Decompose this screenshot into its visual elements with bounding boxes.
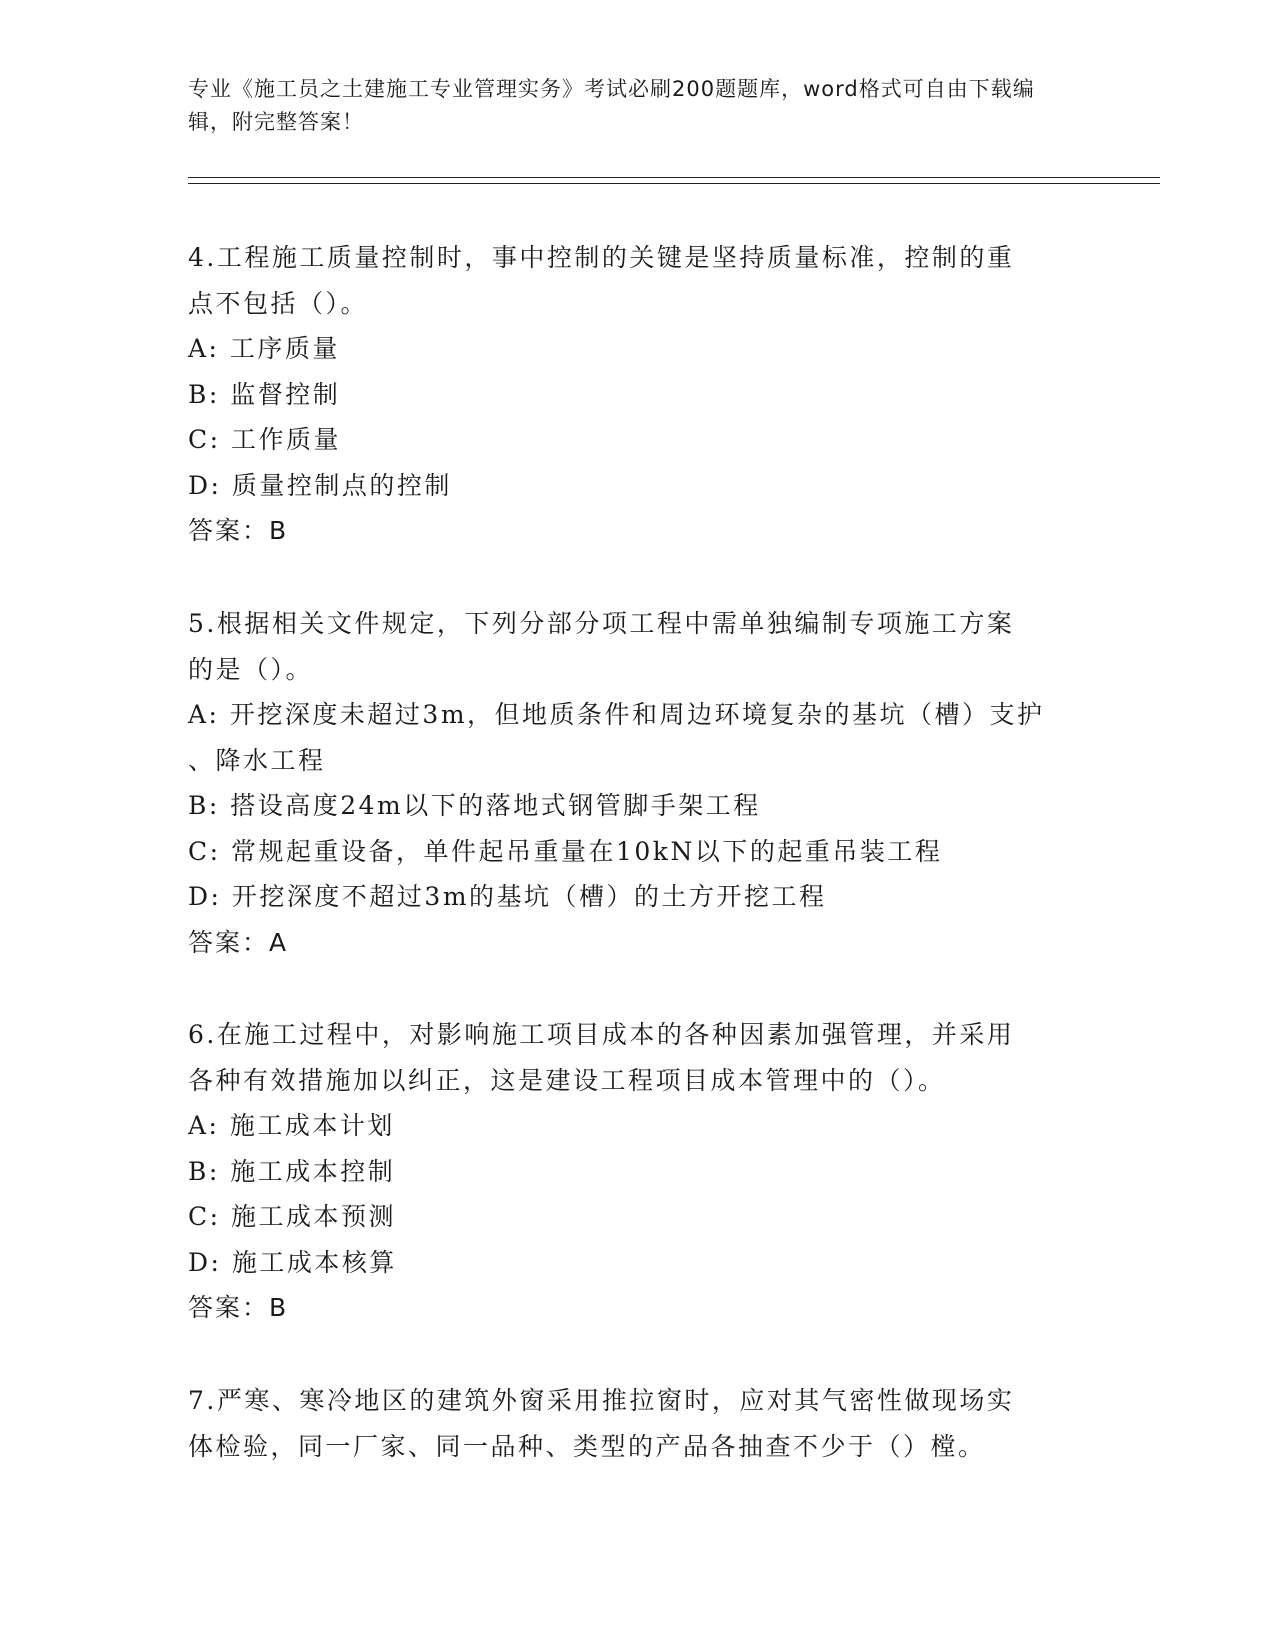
question-stem-line: 6.在施工过程中，对影响施工项目成本的各种因素加强管理，并采用: [188, 1020, 1015, 1049]
document-header: [188, 73, 1068, 139]
header-divider-top: [188, 177, 1160, 178]
header-divider-bottom: [188, 183, 1160, 184]
question-block: [188, 1378, 1088, 1469]
question-stem-line: 5.根据相关文件规定，下列分部分项工程中需单独编制专项施工方案: [188, 609, 1015, 638]
question-block: [188, 235, 1088, 554]
question-stem-line: 点不包括（）。: [188, 288, 369, 318]
question-stem-line: 7.严寒、寒冷地区的建筑外窗采用推拉窗时，应对其气密性做现场实: [188, 1386, 1015, 1415]
option-d: D: 质量控制点的控制: [188, 470, 452, 500]
question-stem-line: 4.工程施工质量控制时，事中控制的关键是坚持质量标准，控制的重: [188, 243, 1015, 272]
option-a: A: 工序质量: [188, 334, 340, 363]
option-b: B: 施工成本控制: [188, 1156, 396, 1186]
option-d: D: 施工成本核算: [188, 1247, 397, 1277]
question-stem-line: 各种有效措施加以纠正，这是建设工程项目成本管理中的（）。: [188, 1065, 946, 1095]
answer-text: 答案：B: [188, 1293, 289, 1322]
question-block: [188, 1012, 1088, 1331]
answer-text: 答案：A: [188, 927, 289, 957]
answer-text: 答案：B: [188, 516, 289, 545]
question-stem-line: 的是（）。: [188, 654, 314, 684]
option-d: D: 开挖深度不超过3m的基坑（槽）的土方开挖工程: [188, 882, 827, 911]
option-c: C: 工作质量: [188, 425, 341, 454]
header-intro-text: 专业《施工员之土建施工专业管理实务》考试必刷200题题库，word格式可自由下载编辑，附完整答案！: [188, 77, 1035, 134]
question-block: [188, 601, 1088, 965]
option-b: B: 搭设高度24m以下的落地式钢管脚手架工程: [188, 791, 761, 820]
option-c: C: 施工成本预测: [188, 1202, 396, 1231]
option-c: C: 常规起重设备，单件起吊重量在10kN以下的起重吊装工程: [188, 836, 943, 866]
option-a: A: 开挖深度未超过3m，但地质条件和周边环境复杂的基坑（槽）支护: [188, 700, 1045, 729]
option-a: A: 施工成本计划: [188, 1111, 395, 1140]
option-b: B: 监督控制: [188, 379, 341, 409]
option-a-continued: 、降水工程: [188, 745, 326, 775]
question-stem-line: 体检验，同一厂家、同一品种、类型的产品各抽查不少于（）樘。: [188, 1431, 986, 1461]
